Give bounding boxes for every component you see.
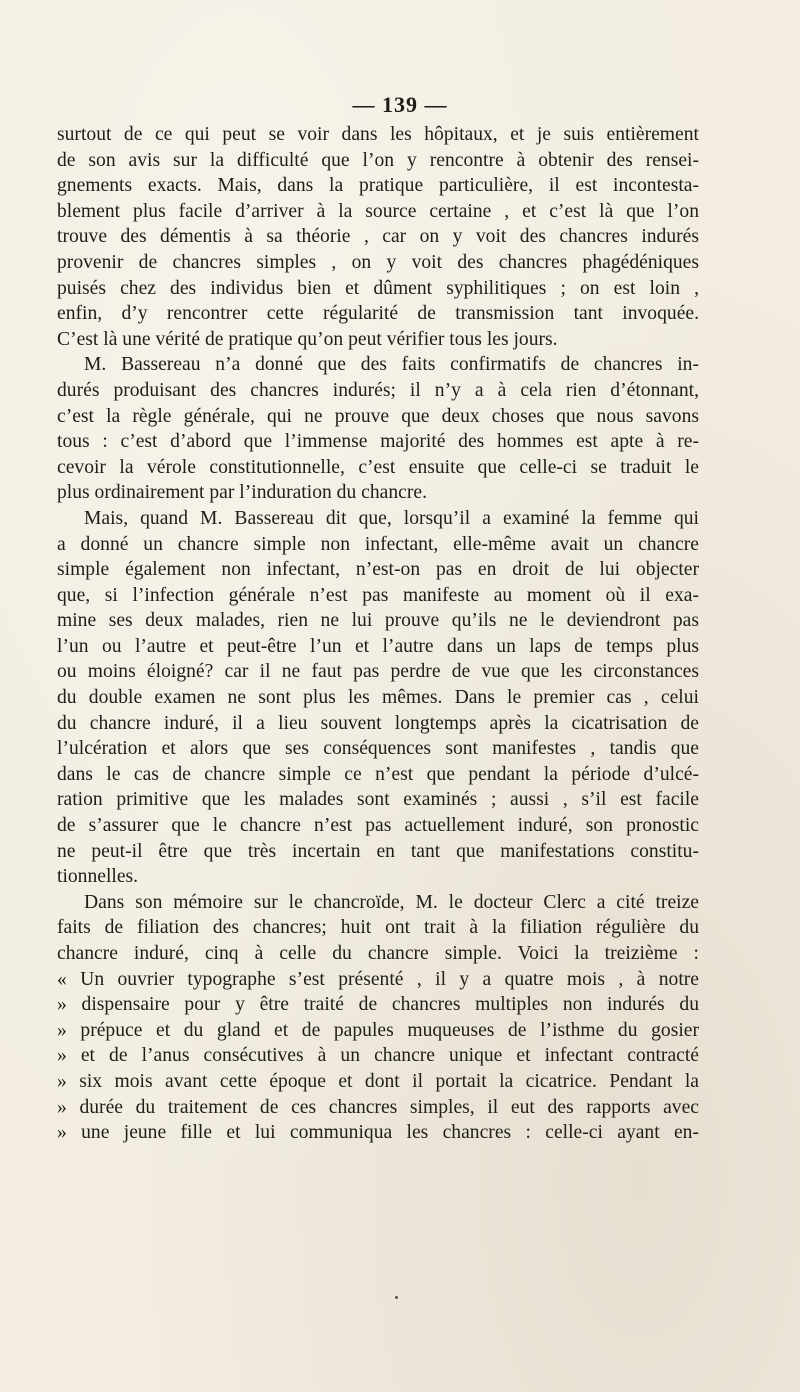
text-line: puisés chez des individus bien et dûment syphilitiques ; on est loin , — [57, 277, 699, 299]
text-line: cevoir la vérole constitutionnelle, c’est ensuite que celle-ci se traduit le — [57, 456, 699, 478]
text-line: c’est la règle générale, qui ne prouve que deux choses que nous savons — [57, 405, 699, 427]
text-line: simple également non infectant, n’est-on pas en droit de lui objecter — [57, 559, 699, 581]
text-line: ou moins éloigné? car il ne faut pas perdre de vue que les circonstances — [57, 661, 699, 683]
text-line: plus ordinairement par l’induration du chancre. — [57, 482, 427, 504]
text-line: gnements exacts. Mais, dans la pratique particulière, il est incontesta- — [57, 175, 699, 197]
text-line: » six mois avant cette époque et dont il portait la cicatrice. Pendant la — [57, 1070, 699, 1092]
text-line: provenir de chancres simples , on y voit des chancres phagédéniques — [57, 251, 699, 273]
text-line: » et de l’anus consécutives à un chancre unique et infectant contracté — [57, 1045, 699, 1067]
text-line: ne peut-il être que très incertain en tant que manifestations constitu- — [57, 840, 699, 862]
text-line: de son avis sur la difficulté que l’on y rencontre à obtenir des rensei- — [57, 149, 699, 171]
text-line: dans le cas de chancre simple ce n’est que pendant la période d’ulcé- — [57, 763, 699, 785]
text-line: » durée du traitement de ces chancres simples, il eut des rapports avec — [57, 1096, 699, 1118]
text-line: chancre induré, cinq à celle du chancre simple. Voici la treizième : — [57, 943, 699, 964]
text-line: faits de filiation des chancres; huit ont trait à la filiation régulière du — [57, 917, 699, 939]
text-line: l’un ou l’autre et peut-être l’un et l’autre dans un laps de temps plus — [57, 635, 699, 657]
text-line: Mais, quand M. Bassereau dit que, lorsqu’il a examiné la femme qui — [84, 507, 699, 529]
text-line: » dispensaire pour y être traité de chancres multiples non indurés du — [57, 994, 699, 1016]
text-line: du chancre induré, il a lieu souvent longtemps après la cicatrisation de — [57, 712, 699, 734]
text-line: « Un ouvrier typographe s’est présenté , il y a quatre mois , à notre — [57, 968, 699, 990]
text-line: tionnelles. — [57, 866, 139, 888]
body-text — [57, 122, 699, 1146]
text-line: Dans son mémoire sur le chancroïde, M. le docteur Clerc a cité treize — [84, 891, 699, 913]
ink-speck — [395, 1296, 398, 1299]
text-line: » prépuce et du gland et de papules muqueuses de l’isthme du gosier — [57, 1019, 699, 1041]
text-line: C’est là une vérité de pratique qu’on peut vérifier tous les jours. — [57, 328, 558, 350]
text-line: tous : c’est d’abord que l’immense majorité des hommes est apte à re- — [57, 431, 699, 453]
text-line: de s’assurer que le chancre n’est pas actuellement induré, son pronostic — [57, 815, 699, 837]
text-line: » une jeune fille et lui communiqua les chancres : celle-ci ayant en- — [57, 1122, 699, 1144]
text-line: durés produisant des chancres indurés; il n’y a à cela rien d’étonnant, — [57, 379, 699, 401]
text-line: blement plus facile d’arriver à la source certaine , et c’est là que l’on — [57, 200, 699, 222]
page-number: — 139 — — [352, 92, 448, 117]
text-line: l’ulcération et alors que ses conséquences sont manifestes , tandis que — [57, 738, 699, 760]
text-line: M. Bassereau n’a donné que des faits confirmatifs de chancres in- — [84, 354, 699, 376]
text-line: a donné un chancre simple non infectant, elle-même avait un chancre — [57, 533, 699, 555]
text-line: que, si l’infection générale n’est pas manifeste au moment où il exa- — [57, 584, 699, 606]
text-line: mine ses deux malades, rien ne lui prouve qu’ils ne le deviendront pas — [57, 610, 699, 632]
text-line: trouve des démentis à sa théorie , car on y voit des chancres indurés — [57, 226, 699, 248]
text-line: du double examen ne sont plus les mêmes. Dans le premier cas , celui — [57, 687, 699, 709]
text-line: ration primitive que les malades sont examinés ; aussi , s’il est facile — [57, 789, 699, 811]
text-line: surtout de ce qui peut se voir dans les hôpitaux, et je suis entièrement — [57, 124, 699, 145]
text-line: enfin, d’y rencontrer cette régularité de transmission tant invoquée. — [57, 303, 699, 325]
